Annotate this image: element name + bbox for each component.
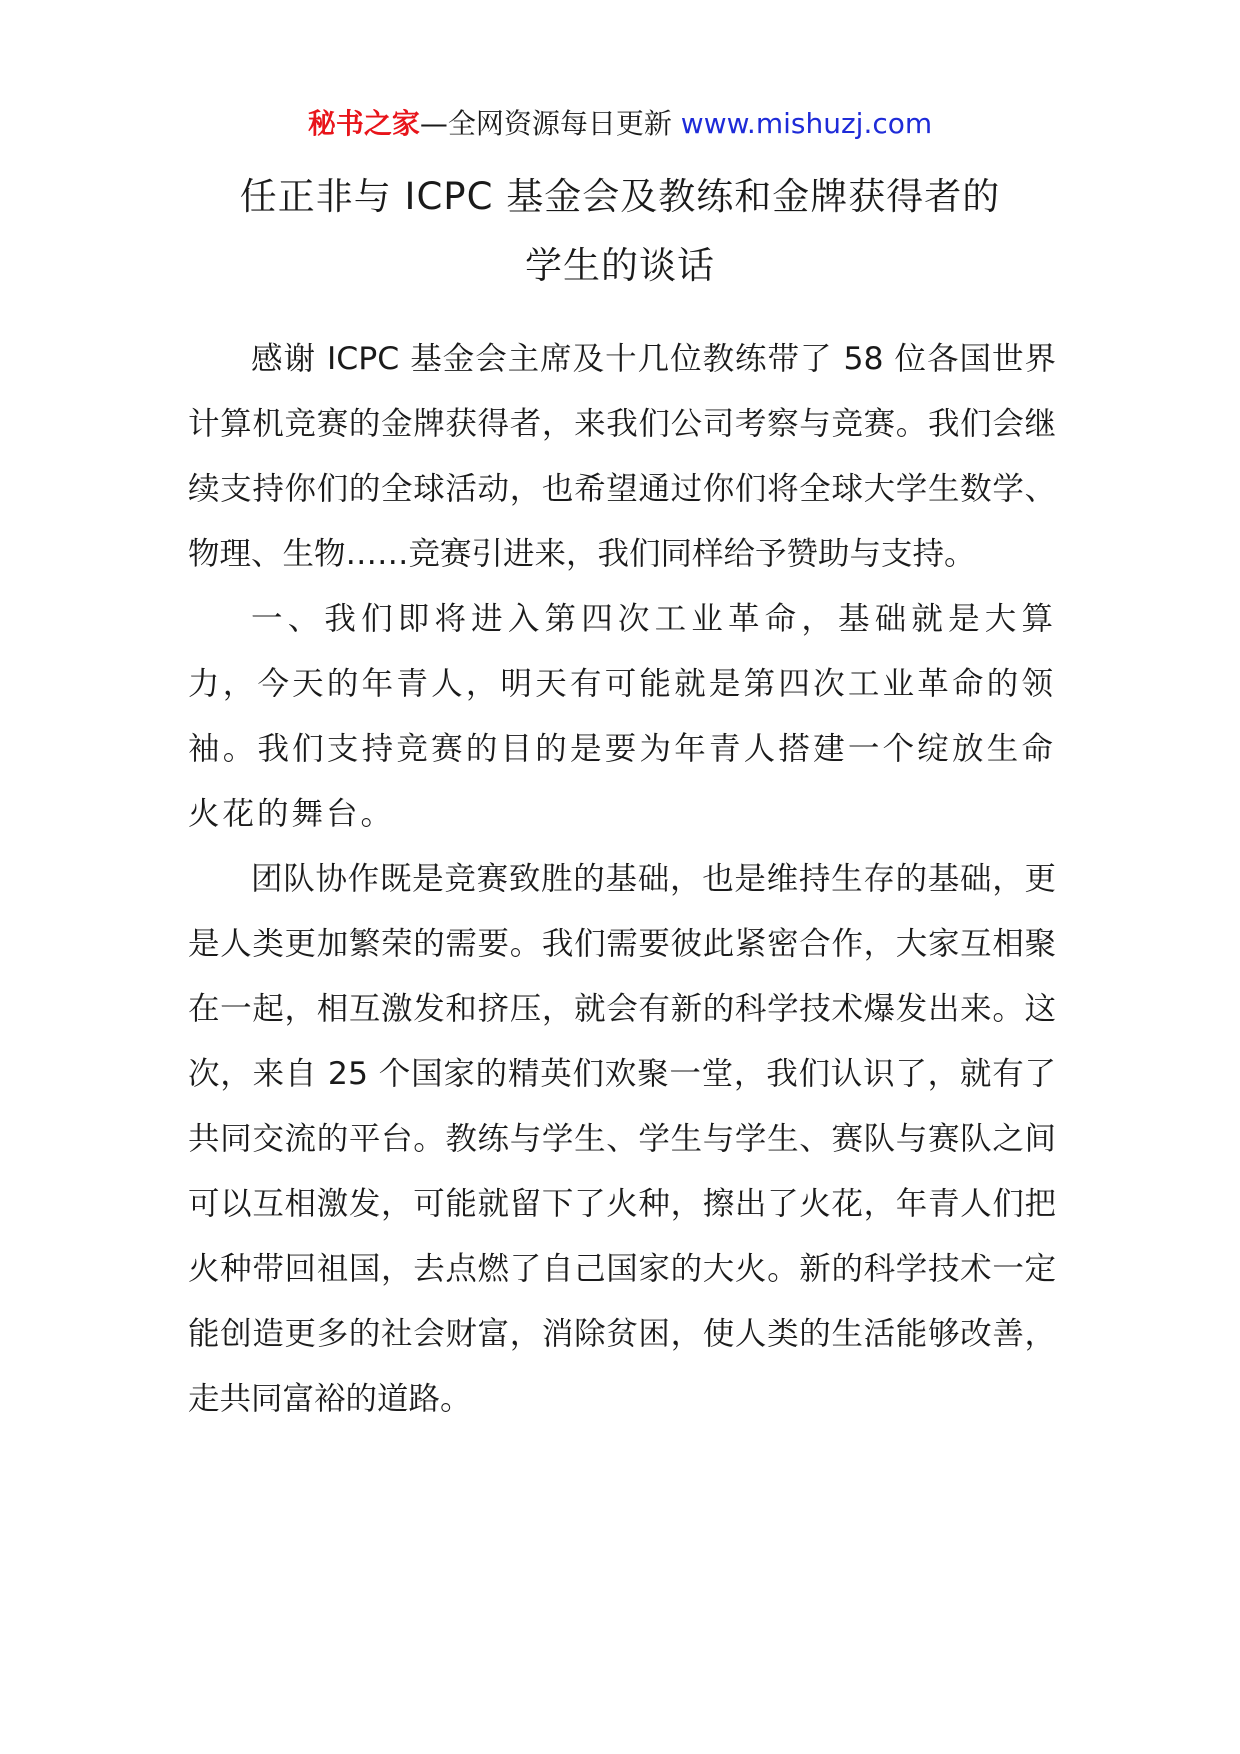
paragraph-intro: 感谢 ICPC 基金会主席及十几位教练带了 58 位各国世界计算机竞赛的金牌获得者，来我们公司考察与竞赛。我们会继续支持你们的全球活动，也希望通过你们将全球大学生数学、物理、生物……竞赛引进来，我们同样给予赞助与支持。 (188, 341, 1056, 572)
site-brand: 秘书之家 (307, 107, 420, 140)
paragraph-teamwork: 团队协作既是竞赛致胜的基础，也是维持生存的基础，更是人类更加繁荣的需要。我们需要彼此紧密合作，大家互相聚在一起，相互激发和挤压，就会有新的科学技术爆发出来。这次，来自 25 个国家的精英们欢聚一堂，我们认识了，就有了共同交流的平台。教练与学生、学生与学生、赛队与赛队之间可以互相激发，可能就留下了火种，擦出了火花，年青人们把火种带回祖国，去点燃了自己国家的大火。新的科学技术一定能创造更多的社会财富，消除贫困，使人类的生活能够改善，走共同富裕的道路。 (188, 861, 1056, 1417)
paragraph-section-one: 一、我们即将进入第四次工业革命，基础就是大算力，今天的年青人，明天有可能就是第四次工业革命的领袖。我们支持竞赛的目的是要为年青人搭建一个绽放生命火花的舞台。 (188, 601, 1056, 832)
site-tagline: —全网资源每日更新 (419, 107, 672, 140)
site-url-link[interactable]: www.mishuzj.com (680, 107, 933, 140)
title-line-1: 任正非与 ICPC 基金会及教练和金牌获得者的 (239, 175, 1001, 218)
title-line-2: 学生的谈话 (525, 244, 715, 287)
document-body (188, 327, 1056, 1432)
site-header (0, 104, 1240, 144)
document-title (170, 162, 1070, 300)
